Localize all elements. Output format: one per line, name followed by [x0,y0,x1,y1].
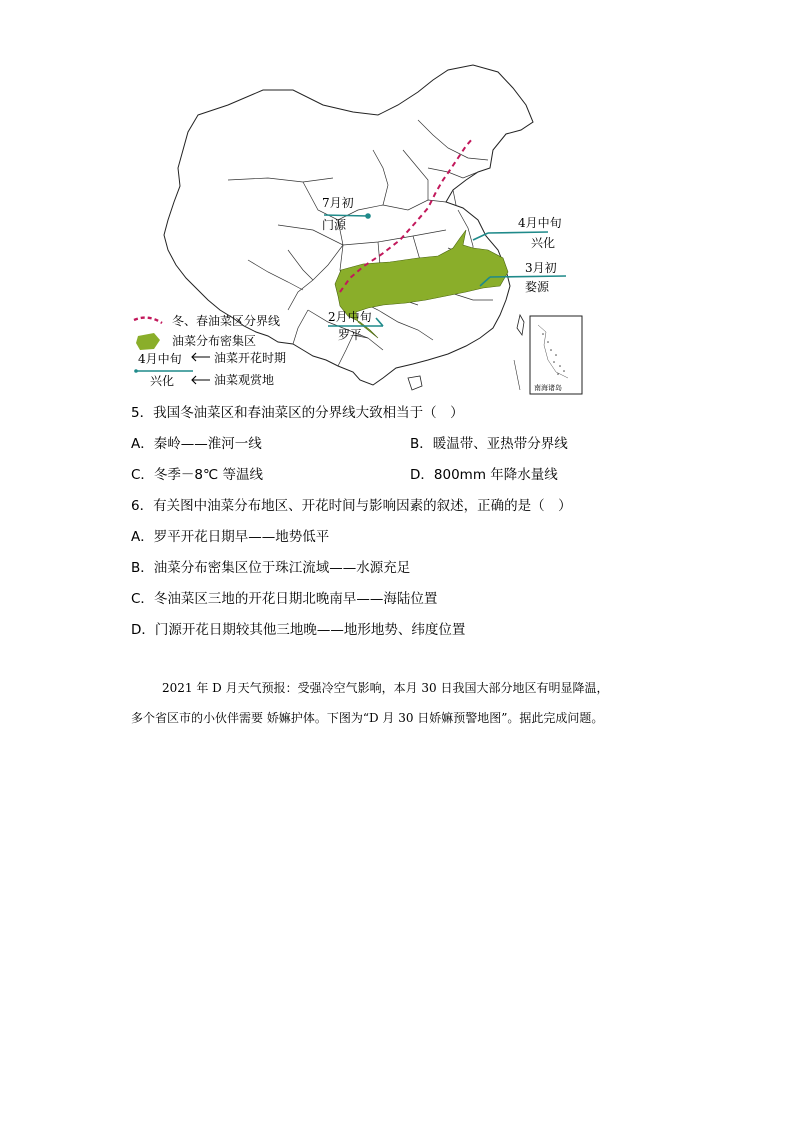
label-luoping-date: 2月中旬 [328,310,372,324]
label-xinghua-name: 兴化 [531,236,556,250]
question-5-stem: 5．我国冬油菜区和春油菜区的分界线大致相当于（ ） [131,405,464,421]
legend-dense-symbol [136,333,160,350]
taiwan [517,315,524,335]
legend-viewing-text: 油菜观赏地 [214,373,275,387]
legend-sample-date: 4月中旬 [138,352,182,366]
question-6-option-b[interactable]: B．油菜分布密集区位于珠江流域——水源充足 [131,560,411,576]
question-6-option-c[interactable]: C．冬油菜区三地的开花日期北晚南早——海陆位置 [131,591,438,607]
label-luoping-name: 罗平 [338,328,363,342]
question-5-option-b[interactable]: B．暖温带、亚热带分界线 [410,436,568,452]
inset-caption: 南海诸岛 [534,384,562,392]
label-menyuan-date: 7月初 [322,196,354,210]
question-6-stem: 6．有关图中油菜分布地区、开花时间与影响因素的叙述，正确的是（ ） [131,498,572,514]
china-rapeseed-map [128,60,598,395]
question-6-option-d[interactable]: D．门源开花日期较其他三地晚——地形地势、纬度位置 [131,622,466,638]
question-5-option-c[interactable]: C．冬季－8℃ 等温线 [131,467,263,483]
label-menyuan-name: 门源 [322,218,347,232]
legend-boundary-symbol [134,318,162,323]
legend-arrows [192,353,210,384]
passage-line-1: 2021 年 D 月天气预报：受强冷空气影响，本月 30 日我国大部分地区有明显降温， [162,681,609,695]
passage-line-2: 多个省区市的小伙伴需要 娇嫲护体。下图为“D 月 30 日娇嫲预警地图”。据此完成问题。 [131,711,604,725]
label-wuyuan-name: 婺源 [525,280,550,294]
legend-boundary-text: 冬、春油菜区分界线 [172,314,281,328]
legend-dense-text: 油菜分布密集区 [172,334,257,348]
label-wuyuan-date: 3月初 [525,261,557,275]
reading-passage [131,673,691,733]
label-xinghua-date: 4月中旬 [518,216,562,230]
question-5-option-a[interactable]: A．秦岭——淮河一线 [131,436,262,452]
legend-sample-name: 兴化 [150,374,175,388]
hainan [408,376,422,390]
legend-flowering-text: 油菜开花时期 [214,351,287,365]
question-6-option-a[interactable]: A．罗平开花日期早——地势低平 [131,529,330,545]
question-5-option-d[interactable]: D．800mm 年降水量线 [410,467,558,483]
